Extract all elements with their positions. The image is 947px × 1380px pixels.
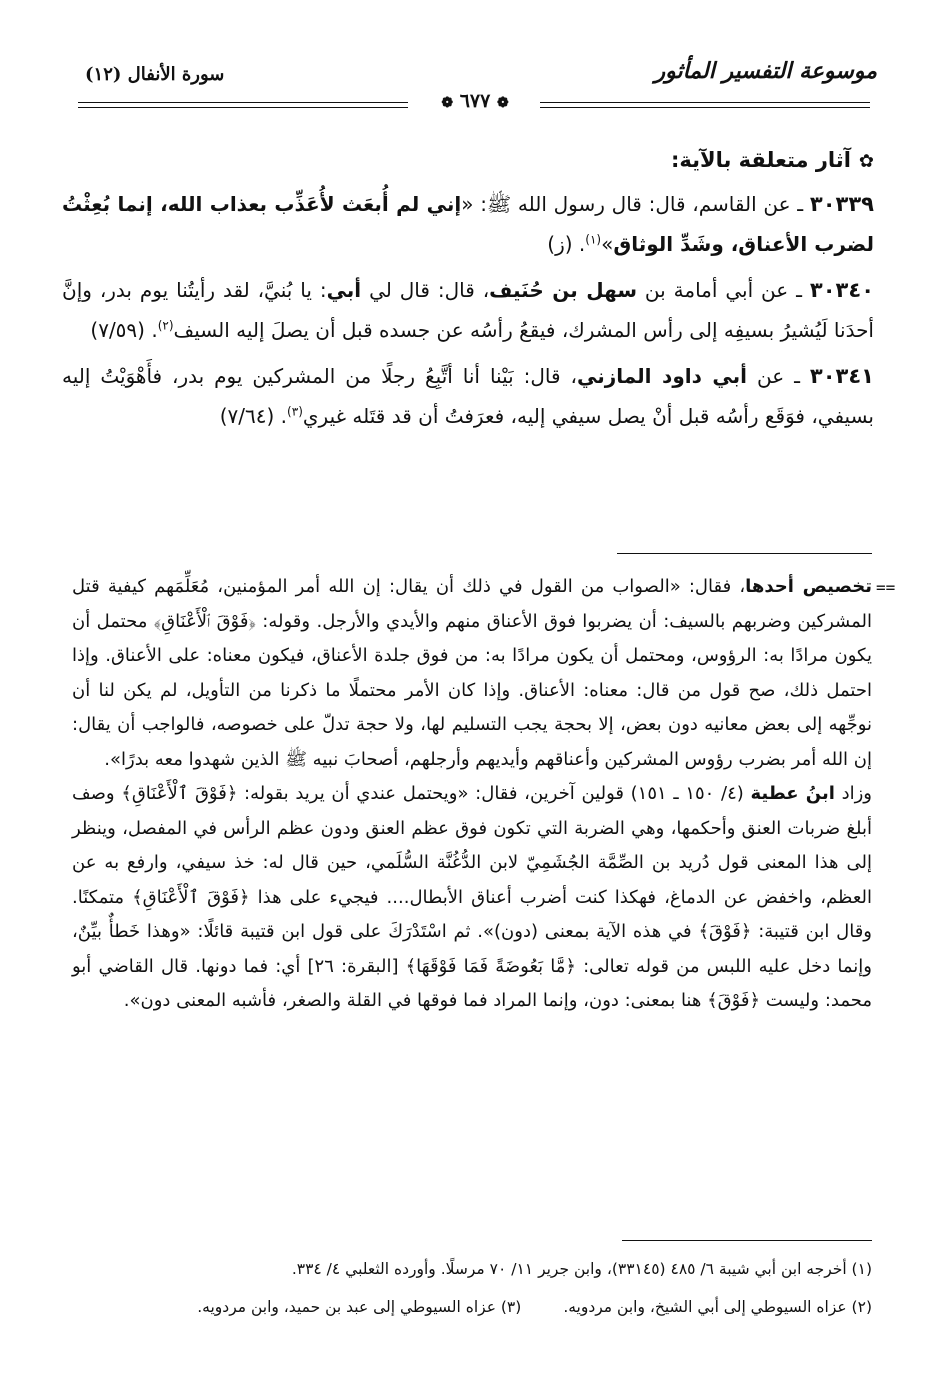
footnote-divider: [622, 1240, 872, 1241]
entry-quote: إني لم أُبعَث لأُعَذِّب بعذاب الله، إنما بُعِثْتُ لضرب الأعناق، وشَدِّ الوثاق: [62, 192, 874, 256]
book-title: موسوعة التفسير المأثور: [654, 58, 877, 84]
entry-quote-close: »: [601, 232, 614, 256]
hadith-entry-2: [62, 270, 874, 350]
narrator-name: سهل بن حُنَيف: [489, 278, 638, 302]
commentary-bold: ابنُ عطية: [750, 783, 835, 804]
commentary-text: ، فقال: «الصواب من القول في ذلك أن يقال: إن الله أمر المؤمنين، مُعَلِّمَهم كيفية قتل المشركين وضربهم بالسيف: أن يضربوا فوق الأعناق منهم والأيدي والأرجل. وقوله: ﴿فَوْقَ ٱلْأَعْنَاقِ﴾ محتمل أن يكون مرادًا به: الرؤوس، ومحتمل أن يكون مرادًا به: من فوق جلدة الأعناق، فيكون معناه: على الأعناق. وإذا احتمل ذلك، صح قول من قال: معناه: الأعناق. وإذا كان الأمر محتملًا ما ذكرنا من التأويل، لم يكن لنا أن نوجِّهه إلى بعض معانيه دون بعض، إلا بحجة يجب التسليم لها، ولا حجة تدلّ على خصوصه، فالواجب أن يقال: إن الله أمر بضرب رؤوس المشركين وأعناقهم وأيديهم وأرجلهم، أصحابَ نبيه ﷺ الذين شهدوا معه بدرًا».: [72, 576, 872, 770]
continuation-marker: ==: [876, 578, 896, 597]
entry-text: : يا بُنيَّ، لقد رأيتُنا يوم بدر، وإنَّ أحدَنا لَيُشيرُ بسيفِه إلى رأس المشرك، فيقعُ رأسُه عن جسده قبل أن يصلَ إليه السيف: [62, 278, 874, 342]
header-rule-left: [78, 102, 408, 108]
footnote-ref: (٢): [157, 318, 174, 333]
ornament-icon: ❁: [441, 95, 454, 111]
footnote-row-1: [72, 1250, 872, 1288]
entry-lead: ـ عن أبي أمامة بن: [637, 278, 810, 302]
page-number: [425, 90, 525, 112]
commentary-text: (٤/ ١٥٠ ـ ١٥١) قولين آخرين، فقال: «ويحتمل عندي أن يريد بقوله: ﴿فَوْقَ ٱلْأَعْنَاقِ﴾ وصف أبلغ ضربات العنق وأحكمها، وهي الضربة التي تكون فوق عظم العنق ودون عظم الرأس في المفصل، وينظر إلى هذا المعنى قول دُريد بن الصِّمَّة الجُشَمِيّ لابن الدُّغُنَّة السُّلَمي، حين قال له: خذ سيفي، وارفع به عن العظم، واخفض عن الدماغ، فهكذا كنت أضرب أعناق الأبطال.... فيجيء على هذا ﴿فَوْقَ ٱلْأَعْنَاقِ﴾ متمكنًا. وقال ابن قتيبة: ﴿فَوْقَ﴾ في هذه الآية بمعنى (دون)». ثم اسْتَدْرَكَ على قول ابن قتيبة قائلًا: «وهذا خَطأٌ بيِّنٌ، وإنما دخل عليه اللبس من قوله تعالى: ﴿مَّا بَعُوضَةً فَمَا فَوْقَهَا﴾ [البقرة: ٢٦] أي: فما دونها. قال القاضي أبو محمد: وليست ﴿فَوْقَ﴾ هنا بمعنى: دون، وإنما المراد فما فوقها في القلة والصغر، فأشبه المعنى دون».: [72, 783, 872, 1011]
ornament-icon: ❁: [496, 95, 509, 111]
section-heading: [62, 140, 874, 182]
entry-lead: ـ عن القاسم، قال: قال رسول الله ﷺ: «: [461, 192, 810, 216]
section-heading-text: آثار متعلقة بالآية:: [670, 148, 851, 172]
commentary-paragraph-2: [72, 777, 872, 1019]
entry-text: ، قال: بَيْنا أنا أتَّبِعُ رجلًا من المشركين يوم بدر، فأَهْوَيْتُ إليه بسيفي، فوَقَع رأسُه قبل أنْ يصل سيفي إليه، فعرَفتُ أن قد قتَله غيري: [62, 364, 874, 428]
footnote-row-2: [72, 1288, 872, 1326]
hadith-entry-3: [62, 356, 874, 436]
footnote-1: (١) أخرجه ابن أبي شيبة ٦/ ٤٨٥ (٣٣١٤٥)، وابن جرير ١١/ ٧٠ مرسلًا. وأورده الثعلبي ٤/ ٣٣٤.: [291, 1260, 872, 1278]
footnote-2: (٢) عزاه السيوطي إلى أبي الشيخ، وابن مردويه.: [563, 1298, 872, 1316]
footnote-ref: (٣): [287, 404, 303, 419]
entry-mid: ، قال: قال لي: [361, 278, 490, 302]
footnote-3: (٣) عزاه السيوطي إلى عبد بن حميد، وابن مردويه.: [197, 1298, 522, 1316]
flower-icon: ✿: [858, 151, 874, 172]
footnote-ref: (١): [585, 232, 602, 247]
footnotes: [72, 1250, 872, 1326]
narrator-name-2: أبي: [326, 278, 362, 302]
commentary-bold: تخصيص أحدها: [745, 576, 872, 597]
entry-number: ٣٠٣٤١: [809, 364, 874, 388]
entry-ref: . (٧/٥٩): [90, 318, 158, 342]
narrator-name: أبي داود المازني: [576, 364, 748, 388]
commentary: [72, 570, 872, 1019]
entry-lead: ـ عن: [747, 364, 810, 388]
entry-number: ٣٠٣٣٩: [809, 192, 874, 216]
header-rule-right: [540, 102, 870, 108]
commentary-lead: وزاد: [834, 783, 873, 804]
section-divider: [617, 553, 872, 554]
commentary-paragraph-1: [72, 570, 872, 777]
page-number-value: ٦٧٧: [459, 90, 491, 112]
hadith-entry-1: [62, 184, 874, 264]
entry-ref: . (٧/٦٤): [219, 404, 288, 428]
surah-label: سورة الأنفال (١٢): [85, 64, 225, 85]
entry-number: ٣٠٣٤٠: [809, 278, 875, 302]
entry-ref: . (ز): [547, 232, 586, 256]
main-text: [62, 140, 874, 442]
